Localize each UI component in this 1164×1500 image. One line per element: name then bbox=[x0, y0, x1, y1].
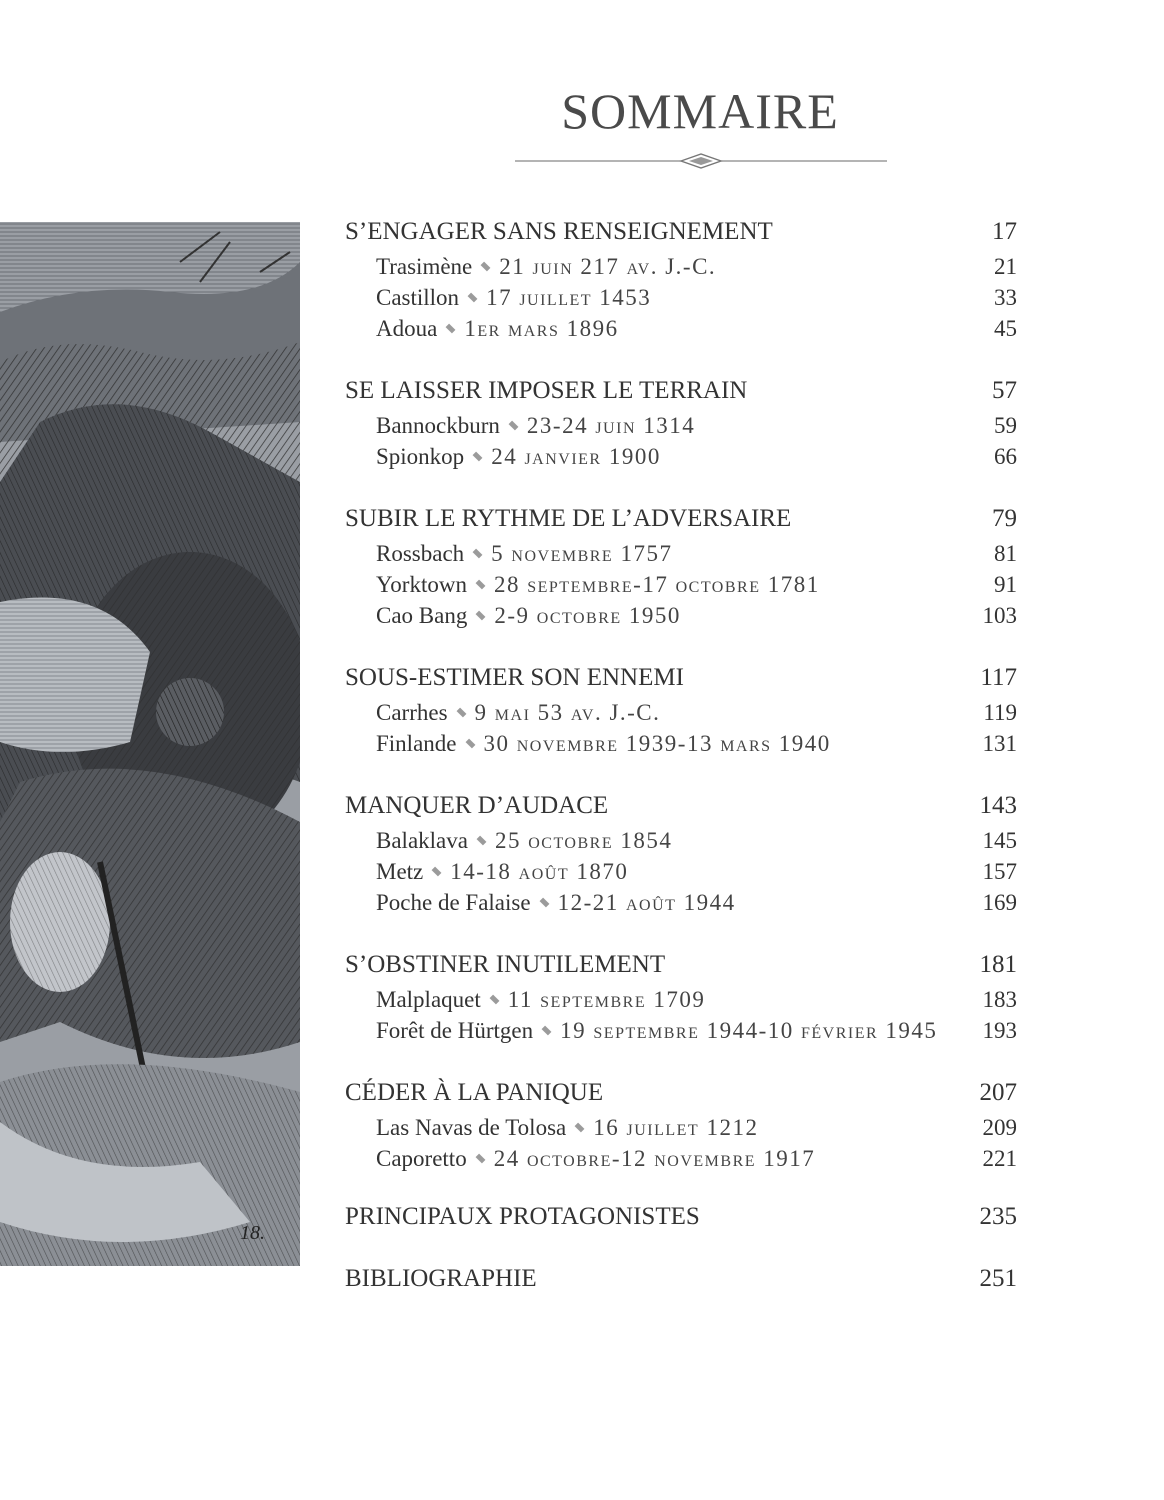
battle-name: Castillon bbox=[376, 285, 460, 310]
section-title: SOUS-ESTIMER SON ENNEMI bbox=[345, 664, 684, 691]
section-page-number: 207 bbox=[979, 1079, 1017, 1106]
diamond-separator-icon bbox=[481, 262, 491, 272]
toc-section bbox=[345, 951, 1017, 1079]
toc-section bbox=[345, 377, 1017, 505]
diamond-separator-icon bbox=[446, 324, 456, 334]
toc-entry[interactable] bbox=[345, 254, 1017, 285]
battle-name: Caporetto bbox=[376, 1146, 467, 1171]
entry-page-number: 131 bbox=[982, 731, 1017, 756]
page-title: SOMMAIRE bbox=[561, 83, 839, 139]
toc-section-heading[interactable] bbox=[345, 218, 1017, 254]
diamond-separator-icon bbox=[468, 293, 478, 303]
battle-name: Las Navas de Tolosa bbox=[376, 1115, 567, 1140]
diamond-separator-icon bbox=[465, 739, 475, 749]
toc-entry[interactable] bbox=[345, 603, 1017, 634]
battle-name: Poche de Falaise bbox=[376, 890, 531, 915]
diamond-separator-icon bbox=[489, 995, 499, 1005]
toc-section-heading[interactable] bbox=[345, 1265, 1017, 1301]
section-title: MANQUER D’AUDACE bbox=[345, 792, 609, 819]
battle-date: 2-9 octobre 1950 bbox=[494, 603, 681, 628]
battle-date: 25 octobre 1854 bbox=[494, 828, 673, 853]
toc-entry[interactable] bbox=[345, 700, 1017, 731]
toc-entry[interactable] bbox=[345, 731, 1017, 762]
diamond-separator-icon bbox=[508, 421, 518, 431]
diamond-separator-icon bbox=[475, 1154, 485, 1164]
toc-section-heading[interactable] bbox=[345, 951, 1017, 987]
toc-entry[interactable] bbox=[345, 1115, 1017, 1146]
battle-engraving-image bbox=[0, 222, 300, 1266]
battle-date: 21 juin 217 av. J.-C. bbox=[499, 254, 717, 279]
battle-name: Spionkop bbox=[376, 444, 465, 469]
section-title: SE LAISSER IMPOSER LE TERRAIN bbox=[345, 377, 748, 404]
entry-page-number: 157 bbox=[982, 859, 1017, 884]
title-ornament bbox=[515, 150, 887, 172]
toc-entry[interactable] bbox=[345, 413, 1017, 444]
toc-entry[interactable] bbox=[345, 1018, 1017, 1049]
toc-entry[interactable] bbox=[345, 1146, 1017, 1177]
toc-entry[interactable] bbox=[345, 541, 1017, 572]
entry-page-number: 45 bbox=[994, 316, 1017, 341]
toc-section-heading[interactable] bbox=[345, 1203, 1017, 1239]
entry-page-number: 169 bbox=[982, 890, 1017, 915]
battle-name: Rossbach bbox=[376, 541, 465, 566]
battle-name: Yorktown bbox=[376, 572, 467, 597]
toc-section bbox=[345, 218, 1017, 377]
toc-section-heading[interactable] bbox=[345, 664, 1017, 700]
battle-date: 12-21 août 1944 bbox=[557, 890, 736, 915]
battle-name: Forêt de Hürtgen bbox=[376, 1018, 534, 1043]
section-title: SUBIR LE RYTHME DE L’ADVERSAIRE bbox=[345, 505, 792, 532]
battle-name: Metz bbox=[376, 859, 424, 884]
section-page-number: 57 bbox=[992, 377, 1017, 404]
entry-page-number: 193 bbox=[982, 1018, 1017, 1043]
entry-page-number: 81 bbox=[994, 541, 1017, 566]
diamond-separator-icon bbox=[539, 898, 549, 908]
section-title: S’OBSTINER INUTILEMENT bbox=[345, 951, 666, 978]
toc-section bbox=[345, 792, 1017, 951]
toc-entry[interactable] bbox=[345, 285, 1017, 316]
section-page-number: 143 bbox=[979, 792, 1017, 819]
battle-date: 1er mars 1896 bbox=[464, 316, 619, 341]
battle-date: 24 octobre-12 novembre 1917 bbox=[493, 1146, 816, 1171]
diamond-separator-icon bbox=[575, 1123, 585, 1133]
battle-date: 30 novembre 1939-13 mars 1940 bbox=[483, 731, 831, 756]
plate-number: 18. bbox=[240, 1222, 265, 1244]
battle-name: Trasimène bbox=[376, 254, 473, 279]
diamond-separator-icon bbox=[432, 867, 442, 877]
battle-date: 16 juillet 1212 bbox=[593, 1115, 759, 1140]
battle-name: Malplaquet bbox=[376, 987, 481, 1012]
diamond-separator-icon bbox=[476, 580, 486, 590]
battle-date: 28 septembre-17 octobre 1781 bbox=[493, 572, 820, 597]
toc-section bbox=[345, 664, 1017, 792]
entry-page-number: 119 bbox=[983, 700, 1017, 725]
toc-section bbox=[345, 505, 1017, 664]
toc-entry[interactable] bbox=[345, 859, 1017, 890]
entry-page-number: 33 bbox=[994, 285, 1017, 310]
battle-name: Finlande bbox=[376, 731, 457, 756]
entry-page-number: 183 bbox=[982, 987, 1017, 1012]
diamond-separator-icon bbox=[542, 1026, 552, 1036]
section-page-number: 181 bbox=[979, 951, 1017, 978]
entry-page-number: 221 bbox=[982, 1146, 1017, 1171]
section-page-number: 117 bbox=[980, 664, 1017, 691]
toc-section bbox=[345, 1079, 1017, 1203]
toc-section-heading[interactable] bbox=[345, 1079, 1017, 1115]
toc-entry[interactable] bbox=[345, 444, 1017, 475]
battle-date: 24 janvier 1900 bbox=[491, 444, 661, 469]
entry-page-number: 66 bbox=[994, 444, 1017, 469]
entry-page-number: 103 bbox=[982, 603, 1017, 628]
battle-date: 14-18 août 1870 bbox=[450, 859, 629, 884]
section-title: CÉDER À LA PANIQUE bbox=[345, 1079, 604, 1106]
toc-entry[interactable] bbox=[345, 828, 1017, 859]
toc-section bbox=[345, 1265, 1017, 1301]
toc-section-heading[interactable] bbox=[345, 505, 1017, 541]
toc-section-heading[interactable] bbox=[345, 792, 1017, 828]
toc-entry[interactable] bbox=[345, 987, 1017, 1018]
section-page-number: 79 bbox=[992, 505, 1017, 532]
entry-page-number: 145 bbox=[982, 828, 1017, 853]
diamond-separator-icon bbox=[476, 611, 486, 621]
section-page-number: 17 bbox=[992, 218, 1017, 245]
battle-date: 9 mai 53 av. J.-C. bbox=[474, 700, 661, 725]
battle-date: 5 novembre 1757 bbox=[491, 541, 673, 566]
battle-date: 17 juillet 1453 bbox=[486, 285, 652, 310]
battle-date: 23-24 juin 1314 bbox=[526, 413, 696, 438]
toc-section-heading[interactable] bbox=[345, 377, 1017, 413]
toc-entry[interactable] bbox=[345, 316, 1017, 347]
entry-page-number: 91 bbox=[994, 572, 1017, 597]
section-title: BIBLIOGRAPHIE bbox=[345, 1265, 537, 1292]
battle-name: Bannockburn bbox=[376, 413, 500, 438]
diamond-separator-icon bbox=[473, 549, 483, 559]
diamond-separator-icon bbox=[456, 708, 466, 718]
battle-name: Balaklava bbox=[376, 828, 468, 853]
battle-date: 19 septembre 1944-10 février 1945 bbox=[560, 1018, 938, 1043]
section-title: S’ENGAGER SANS RENSEIGNEMENT bbox=[345, 218, 773, 245]
battle-name: Adoua bbox=[376, 316, 438, 341]
entry-page-number: 21 bbox=[994, 254, 1017, 279]
diamond-separator-icon bbox=[477, 836, 487, 846]
section-title: PRINCIPAUX PROTAGONISTES bbox=[345, 1203, 700, 1230]
battle-date: 11 septembre 1709 bbox=[507, 987, 706, 1012]
entry-page-number: 59 bbox=[994, 413, 1017, 438]
toc-section bbox=[345, 1203, 1017, 1265]
section-page-number: 235 bbox=[979, 1203, 1017, 1230]
entry-page-number: 209 bbox=[982, 1115, 1017, 1140]
section-page-number: 251 bbox=[979, 1265, 1017, 1292]
battle-name: Carrhes bbox=[376, 700, 448, 725]
battle-name: Cao Bang bbox=[376, 603, 468, 628]
toc-entry[interactable] bbox=[345, 572, 1017, 603]
toc-entry[interactable] bbox=[345, 890, 1017, 921]
diamond-separator-icon bbox=[473, 452, 483, 462]
table-of-contents bbox=[345, 218, 1017, 1301]
